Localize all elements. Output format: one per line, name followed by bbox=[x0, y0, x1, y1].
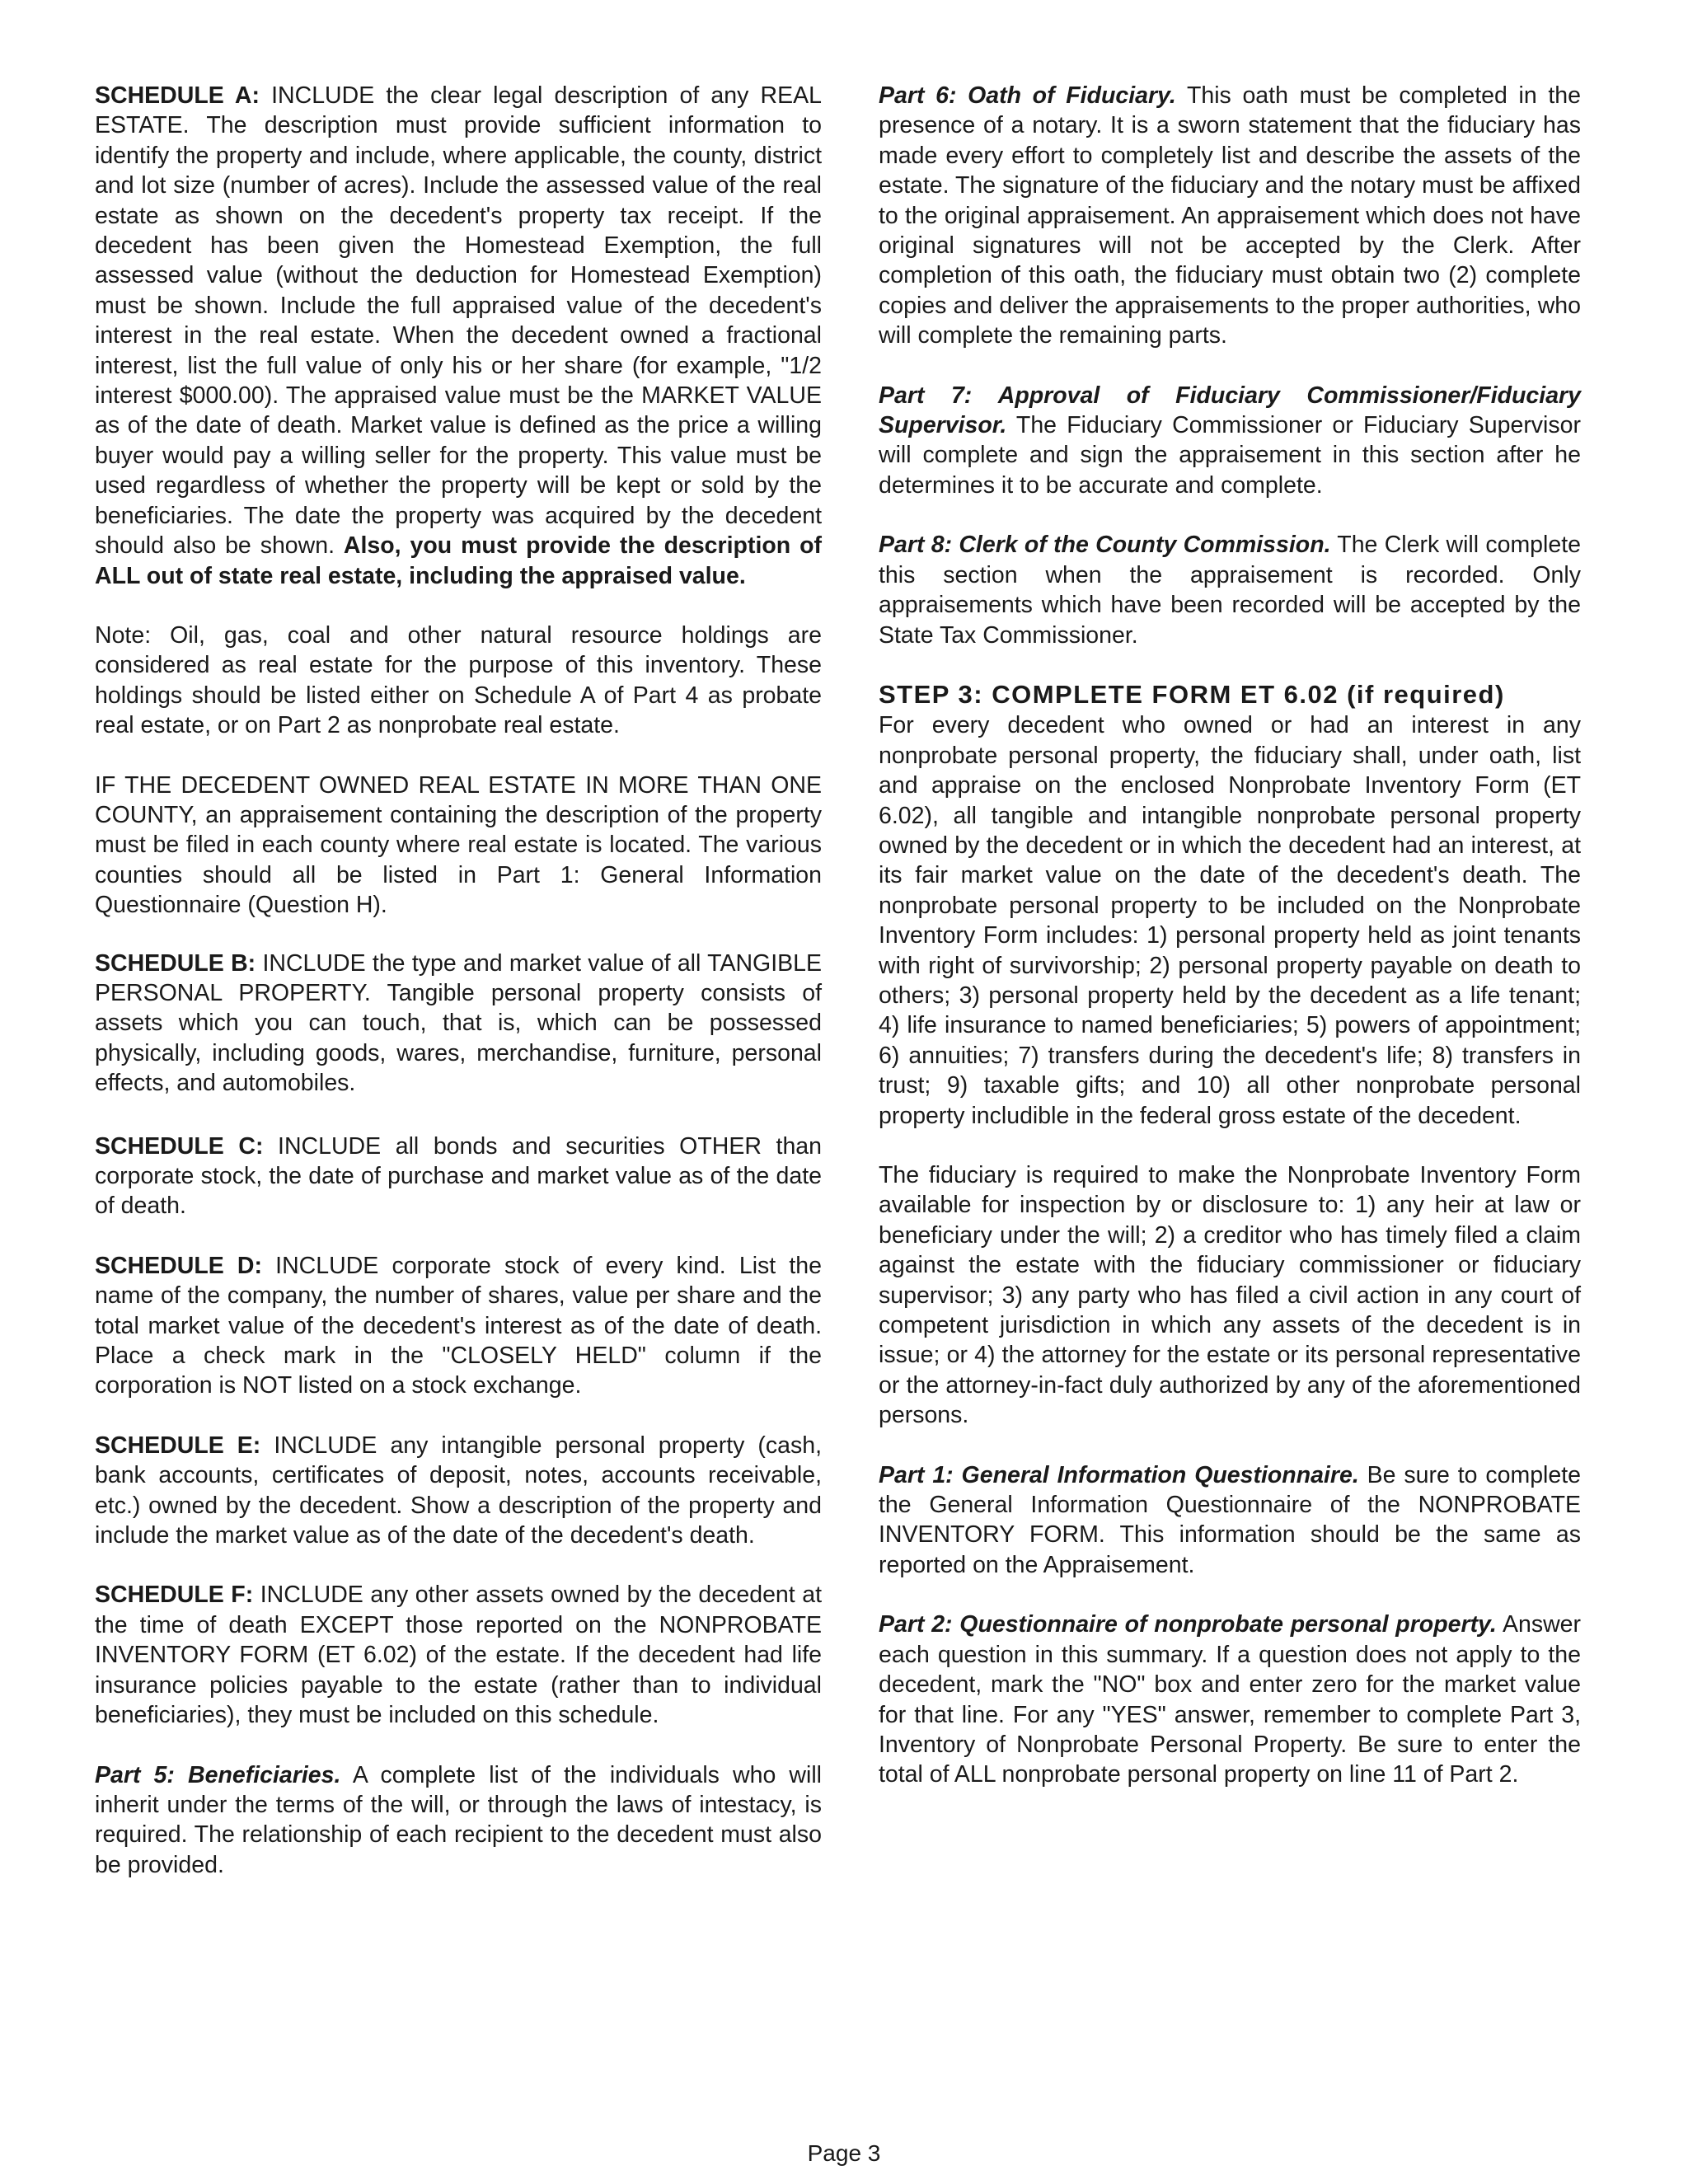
part-2-paragraph bbox=[879, 1610, 1581, 1789]
schedule-a-label: SCHEDULE A: bbox=[95, 82, 260, 109]
schedule-c-text: INCLUDE all bonds and securities OTHER than corporate stock, the date of purchase and market value as of the date of death. bbox=[95, 1132, 822, 1220]
part-7-paragraph bbox=[879, 381, 1581, 501]
part-5-paragraph bbox=[95, 1760, 822, 1881]
part-7-text: The Fiduciary Commissioner or Fiduciary Supervisor will complete and sign the appraisement in this section after he determines it to be accurate and complete. bbox=[879, 412, 1581, 499]
part-6-label: Part 6: Oath of Fiduciary. bbox=[879, 82, 1176, 109]
part-1-paragraph bbox=[879, 1460, 1581, 1581]
part-1-text: Be sure to complete the General Information Questionnaire of the NONPROBATE INVENTORY FORM. This information should be the same as reported on the Appraisement. bbox=[879, 1461, 1582, 1578]
page-number: Page 3 bbox=[807, 2140, 881, 2166]
part-7-label: Part 7: Approval of Fiduciary Commissioner/Fiduciary Supervisor. bbox=[879, 382, 1581, 439]
step-3-heading: STEP 3: COMPLETE FORM ET 6.02 (if required) bbox=[879, 679, 1505, 709]
schedule-a-text: INCLUDE the clear legal description of any REAL ESTATE. The description must provide sufficient information to identify the property and include, where applicable, the county, district and lot size (number of acres). Include the assessed value of the real estate as shown on the decedent's property tax receipt. If the decedent has been given the Homestead Exemption, the full assessed value (without the deduction for Homestead Exemption) must be shown. Include the full appraised value of the decedent's interest in the real estate. When the decedent owned a fractional interest, list the full value of only his or her share (for example, "1/2 interest $000.00). The appraised value must be the MARKET VALUE as of the date of death. Market value is defined as the price a willing buyer would pay a willing seller for the property. This value must be used regardless of whether the property will be kept or sold by the beneficiaries. The date the property was acquired by the decedent should also be shown. bbox=[95, 82, 822, 560]
part-2-text: Answer each question in this summary. If a question does not apply to the decedent, mark the "NO" box and enter zero for the market value for that line. For any "YES" answer, remember to complete Part 3, Inventory of Nonprobate Personal Property. Be sure to enter the total of ALL nonprobate personal property on line 11 of Part 2. bbox=[879, 1611, 1581, 1788]
schedule-a-paragraph bbox=[95, 81, 822, 591]
step-3-text: For every decedent who owned or had an interest in any nonprobate personal property, the fiduciary shall, under oath, list and appraise on the enclosed Nonprobate Inventory Form (ET 6.02), all tangible and intangible nonprobate personal property owned by the decedent or in which the decedent had an interest, at its fair market value on the date of the decedent's death. The nonprobate personal property to be included on the Nonprobate Inventory Form includes: 1) personal property held as joint tenants with right of survivorship; 2) personal property payable on death to others; 3) personal property held by the decedent as a life tenant; 4) life insurance to named beneficiaries; 5) powers of appointment; 6) annuities; 7) transfers during the decedent's life; 8) transfers in trust; 9) taxable gifts; and 10) all other nonprobate personal property includible in the federal gross estate of the decedent. bbox=[879, 712, 1581, 1129]
schedule-b-label: SCHEDULE B: bbox=[95, 949, 256, 977]
part-6-paragraph bbox=[879, 81, 1581, 351]
schedule-b-text: INCLUDE the type and market value of all TANGIBLE PERSONAL PROPERTY. Tangible personal property consists of assets which you can touch, that is, which can be possessed physically, including goods, wares, merchandise, furniture, personal effects, and automobiles. bbox=[95, 949, 822, 1097]
right-column bbox=[879, 81, 1581, 1820]
schedule-a-emphasis: Also, you must provide the description of ALL out of state real estate, including the appraised value. bbox=[95, 532, 822, 589]
natural-resources-note: Note: Oil, gas, coal and other natural resource holdings are considered as real estate for the purpose of this inventory. These holdings should be listed either on Schedule A of Part 4 as probate real estate, or on Part 2 as nonprobate real estate. bbox=[95, 621, 822, 739]
schedule-e-paragraph bbox=[95, 1431, 822, 1551]
left-column bbox=[95, 81, 822, 1910]
schedule-d-label: SCHEDULE D: bbox=[95, 1252, 263, 1279]
schedule-c-paragraph bbox=[95, 1132, 822, 1221]
schedule-d-text: INCLUDE corporate stock of every kind. List the name of the company, the number of shares, value per share and the total market value of the decedent's interest as of the date of death. Place a check mark in the "CLOSELY HELD" column if the corporation is NOT listed on a stock exchange. bbox=[95, 1252, 822, 1399]
inspection-paragraph: The fiduciary is required to make the Nonprobate Inventory Form available for inspection by or disclosure to: 1) any heir at law or beneficiary under the will; 2) a creditor who has timely filed a claim against the estate with the fiduciary commissioner or fiduciary supervisor; 3) any party who has filed a civil action in any court of competent jurisdiction in which any assets of the decedent is in issue; or 4) the attorney for the estate or its personal representative or the attorney-in-fact duly authorized by any of the aforementioned persons. bbox=[879, 1162, 1581, 1429]
part-1-label: Part 1: General Information Questionnaire. bbox=[879, 1461, 1359, 1488]
part-8-label: Part 8: Clerk of the County Commission. bbox=[879, 532, 1331, 559]
schedule-f-label: SCHEDULE F: bbox=[95, 1582, 254, 1609]
step-3-paragraph bbox=[879, 680, 1581, 1131]
schedule-b-paragraph bbox=[95, 949, 822, 1099]
part-5-text: A complete list of the individuals who will inherit under the terms of the will, or through the laws of intestacy, is required. The relationship of each recipient to the decedent must also be provided. bbox=[95, 1761, 822, 1878]
part-8-paragraph bbox=[879, 530, 1581, 650]
schedule-d-paragraph bbox=[95, 1251, 822, 1401]
part-2-label: Part 2: Questionnaire of nonprobate personal property. bbox=[879, 1611, 1497, 1638]
schedule-e-text: INCLUDE any intangible personal property (cash, bank accounts, certificates of deposit, notes, accounts receivable, etc.) owned by the decedent. Show a description of the property and include the market value as of the date of the decedent's death. bbox=[95, 1432, 822, 1549]
multi-county-paragraph: IF THE DECEDENT OWNED REAL ESTATE IN MORE THAN ONE COUNTY, an appraisement containing the description of the property must be filed in each county where real estate is located. The various counties should all be listed in Part 1: General Information Questionnaire (Question H). bbox=[95, 771, 822, 919]
schedule-f-text: INCLUDE any other assets owned by the decedent at the time of death EXCEPT those reported on the NONPROBATE INVENTORY FORM (ET 6.02) of the estate. If the decedent had life insurance policies payable to the estate (rather than to individual beneficiaries), they must be included on this schedule. bbox=[95, 1582, 822, 1729]
part-6-text: This oath must be completed in the presence of a notary. It is a sworn statement that the fiduciary has made every effort to completely list and describe the assets of the estate. The signature of the fiduciary and the notary must be affixed to the original appraisement. An appraisement which does not have original signatures will not be accepted by the Clerk. After completion of this oath, the fiduciary must obtain two (2) complete copies and deliver the appraisements to the proper authorities, who will complete the remaining parts. bbox=[879, 82, 1581, 349]
part-5-label: Part 5: Beneficiaries. bbox=[95, 1761, 341, 1788]
schedule-e-label: SCHEDULE E: bbox=[95, 1432, 261, 1459]
part-8-text: The Clerk will complete this section when the appraisement is recorded. Only appraisements which have been recorded will be accepted by the State Tax Commissioner. bbox=[879, 532, 1581, 649]
schedule-f-paragraph bbox=[95, 1580, 822, 1730]
schedule-c-label: SCHEDULE C: bbox=[95, 1132, 264, 1160]
